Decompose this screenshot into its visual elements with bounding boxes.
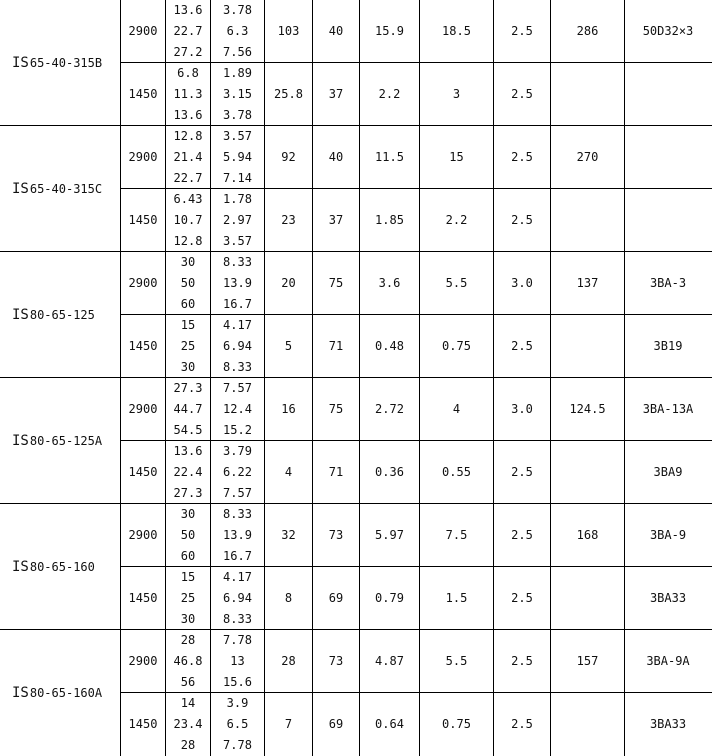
weight-cell: 124.5 [569, 401, 606, 416]
speed-cell: 1450 [128, 338, 158, 353]
model-cell [0, 252, 132, 378]
flow-m3h-cell [166, 630, 210, 692]
weight-cell [551, 567, 624, 629]
model-suffix: 80-65-160A [29, 685, 103, 700]
replaces-cell [625, 63, 711, 125]
head-cell: 16 [281, 401, 296, 416]
efficiency-cell: 69 [328, 590, 344, 605]
flow-value: 54.5 [173, 422, 203, 437]
motor-power-cell: 0.75 [442, 716, 471, 731]
speed-cell: 2900 [128, 653, 158, 668]
npsh-cell: 3.0 [511, 401, 533, 416]
flow-value: 50 [180, 527, 196, 542]
flow-value: 6.43 [173, 191, 203, 206]
flow-ls-cell [211, 63, 264, 125]
speed-cell: 2900 [128, 527, 158, 542]
npsh-cell: 2.5 [511, 653, 533, 668]
npsh-cell: 2.5 [511, 590, 533, 605]
model-prefix: IS [12, 180, 29, 197]
head-cell: 23 [281, 212, 296, 227]
replaces-cell [625, 189, 711, 251]
flow-value: 12.8 [173, 128, 203, 143]
flow-ls-cell [211, 693, 264, 755]
flow-value: 12.4 [223, 401, 252, 416]
speed-cell: 1450 [128, 590, 158, 605]
speed-cell: 2900 [128, 275, 158, 290]
model-prefix: IS [12, 432, 29, 449]
efficiency-cell: 37 [328, 86, 344, 101]
flow-value: 7.57 [223, 485, 252, 500]
model-suffix: 80-65-125A [29, 433, 103, 448]
flow-value: 27.3 [173, 380, 203, 395]
motor-power-cell: 18.5 [442, 23, 471, 38]
model-suffix: 80-65-125 [29, 307, 95, 322]
flow-value: 30 [180, 359, 196, 374]
shaft-power-cell: 2.2 [378, 86, 401, 101]
model-cell [0, 504, 132, 630]
flow-value: 22.7 [173, 170, 203, 185]
flow-value: 30 [180, 254, 196, 269]
flow-value: 14 [180, 695, 196, 710]
head-cell: 25.8 [274, 86, 303, 101]
shaft-power-cell: 0.79 [375, 590, 404, 605]
model-cell [0, 0, 132, 126]
flow-value: 3.78 [223, 107, 252, 122]
motor-power-cell: 5.5 [445, 653, 468, 668]
speed-cell: 1450 [128, 212, 158, 227]
flow-value: 13.9 [223, 527, 252, 542]
flow-m3h-cell [166, 63, 210, 125]
flow-value: 13 [230, 653, 245, 668]
efficiency-cell: 40 [328, 23, 344, 38]
flow-value: 28 [180, 632, 196, 647]
efficiency-cell: 73 [328, 653, 344, 668]
flow-value: 7.78 [223, 737, 252, 752]
flow-value: 1.89 [223, 65, 252, 80]
head-cell: 28 [281, 653, 296, 668]
flow-ls-cell [211, 441, 264, 503]
flow-value: 15 [180, 569, 196, 584]
flow-value: 7.57 [223, 380, 252, 395]
replaces-cell [625, 126, 711, 188]
flow-value: 6.94 [223, 590, 252, 605]
flow-value: 60 [180, 296, 196, 311]
flow-value: 10.7 [173, 212, 203, 227]
efficiency-cell: 40 [328, 149, 344, 164]
flow-value: 21.4 [173, 149, 203, 164]
efficiency-cell: 71 [328, 464, 344, 479]
flow-value: 44.7 [173, 401, 203, 416]
flow-value: 6.22 [223, 464, 252, 479]
weight-cell: 286 [576, 23, 599, 38]
motor-power-cell: 1.5 [445, 590, 468, 605]
head-cell: 5 [284, 338, 293, 353]
flow-value: 16.7 [223, 548, 252, 563]
efficiency-cell: 75 [328, 401, 344, 416]
head-cell: 8 [284, 590, 293, 605]
speed-cell: 1450 [128, 86, 158, 101]
weight-cell [551, 63, 624, 125]
model-cell [0, 630, 132, 756]
replaces-cell: 3BA-3 [649, 275, 687, 290]
flow-value: 13.6 [173, 107, 203, 122]
model-suffix: 80-65-160 [29, 559, 95, 574]
shaft-power-cell: 0.64 [375, 716, 404, 731]
flow-value: 13.6 [173, 443, 203, 458]
speed-cell: 1450 [128, 464, 158, 479]
weight-cell: 270 [576, 149, 599, 164]
flow-ls-cell [211, 504, 264, 566]
flow-ls-cell [211, 567, 264, 629]
npsh-cell: 2.5 [511, 716, 533, 731]
head-cell: 4 [284, 464, 293, 479]
npsh-cell: 2.5 [511, 527, 533, 542]
flow-m3h-cell [166, 252, 210, 314]
flow-value: 28 [180, 737, 196, 752]
flow-value: 15.2 [223, 422, 252, 437]
shaft-power-cell: 0.48 [375, 338, 404, 353]
flow-m3h-cell [166, 315, 210, 377]
flow-value: 8.33 [223, 254, 252, 269]
flow-value: 6.3 [226, 23, 249, 38]
flow-value: 15 [180, 317, 196, 332]
replaces-cell: 3BA33 [649, 716, 687, 731]
npsh-cell: 3.0 [511, 275, 533, 290]
flow-value: 27.2 [173, 44, 203, 59]
motor-power-cell: 4 [452, 401, 461, 416]
speed-cell: 2900 [128, 23, 158, 38]
flow-value: 25 [180, 338, 196, 353]
flow-ls-cell [211, 315, 264, 377]
shaft-power-cell: 0.36 [375, 464, 404, 479]
replaces-cell: 3BA9 [653, 464, 683, 479]
shaft-power-cell: 1.85 [375, 212, 404, 227]
replaces-cell: 3BA-9 [649, 527, 687, 542]
weight-cell: 157 [576, 653, 599, 668]
flow-value: 22.7 [173, 23, 203, 38]
speed-cell: 2900 [128, 149, 158, 164]
flow-value: 6.5 [226, 716, 249, 731]
weight-cell: 168 [576, 527, 599, 542]
head-cell: 20 [281, 275, 296, 290]
flow-ls-cell [211, 189, 264, 251]
efficiency-cell: 71 [328, 338, 344, 353]
head-cell: 92 [281, 149, 296, 164]
npsh-cell: 2.5 [511, 86, 533, 101]
flow-value: 8.33 [223, 611, 252, 626]
head-cell: 32 [281, 527, 296, 542]
flow-value: 8.33 [223, 359, 252, 374]
flow-value: 13.9 [223, 275, 252, 290]
flow-value: 3.9 [226, 695, 249, 710]
flow-ls-cell [211, 630, 264, 692]
speed-cell: 1450 [128, 716, 158, 731]
flow-m3h-cell [166, 567, 210, 629]
efficiency-cell: 75 [328, 275, 344, 290]
weight-cell: 137 [576, 275, 599, 290]
motor-power-cell: 3 [452, 86, 461, 101]
flow-value: 25 [180, 590, 196, 605]
shaft-power-cell: 5.97 [375, 527, 404, 542]
flow-value: 8.33 [223, 506, 252, 521]
flow-value: 13.6 [173, 2, 203, 17]
flow-value: 22.4 [173, 464, 203, 479]
flow-value: 2.97 [223, 212, 252, 227]
weight-cell [551, 693, 624, 755]
flow-value: 6.94 [223, 338, 252, 353]
shaft-power-cell: 4.87 [375, 653, 404, 668]
replaces-cell: 3BA-13A [642, 401, 694, 416]
flow-ls-cell [211, 378, 264, 440]
flow-value: 3.15 [223, 86, 252, 101]
model-cell [0, 378, 132, 504]
model-prefix: IS [12, 558, 29, 575]
replaces-cell: 3BA33 [649, 590, 687, 605]
flow-value: 27.3 [173, 485, 203, 500]
flow-value: 7.78 [223, 632, 252, 647]
head-cell: 103 [277, 23, 300, 38]
flow-m3h-cell [166, 441, 210, 503]
flow-value: 50 [180, 275, 196, 290]
flow-value: 60 [180, 548, 196, 563]
npsh-cell: 2.5 [511, 338, 533, 353]
flow-m3h-cell [166, 504, 210, 566]
flow-value: 11.3 [173, 86, 203, 101]
flow-value: 30 [180, 611, 196, 626]
flow-value: 7.14 [223, 170, 252, 185]
flow-value: 15.6 [223, 674, 252, 689]
flow-value: 3.57 [223, 128, 252, 143]
npsh-cell: 2.5 [511, 149, 533, 164]
model-suffix: 65-40-315B [29, 55, 103, 70]
flow-m3h-cell [166, 189, 210, 251]
flow-value: 5.94 [223, 149, 252, 164]
flow-value: 1.78 [223, 191, 252, 206]
flow-m3h-cell [166, 0, 210, 62]
replaces-cell: 3BA-9A [646, 653, 690, 668]
model-prefix: IS [12, 54, 29, 71]
flow-ls-cell [211, 126, 264, 188]
flow-value: 4.17 [223, 317, 252, 332]
motor-power-cell: 5.5 [445, 275, 468, 290]
weight-cell [551, 441, 624, 503]
efficiency-cell: 37 [328, 212, 344, 227]
flow-ls-cell [211, 0, 264, 62]
model-suffix: 65-40-315C [29, 181, 103, 196]
shaft-power-cell: 15.9 [375, 23, 404, 38]
flow-value: 6.8 [177, 65, 199, 80]
flow-value: 16.7 [223, 296, 252, 311]
flow-m3h-cell [166, 693, 210, 755]
model-cell [0, 126, 132, 252]
replaces-cell: 3B19 [653, 338, 683, 353]
weight-cell [551, 315, 624, 377]
motor-power-cell: 15 [449, 149, 464, 164]
model-prefix: IS [12, 684, 29, 701]
replaces-cell: 50D32×3 [642, 23, 694, 38]
head-cell: 7 [284, 716, 293, 731]
flow-value: 3.79 [223, 443, 252, 458]
motor-power-cell: 2.2 [445, 212, 468, 227]
weight-cell [551, 189, 624, 251]
npsh-cell: 2.5 [511, 464, 533, 479]
flow-value: 3.78 [223, 2, 252, 17]
efficiency-cell: 73 [328, 527, 344, 542]
flow-value: 3.57 [223, 233, 252, 248]
flow-m3h-cell [166, 378, 210, 440]
flow-value: 12.8 [173, 233, 203, 248]
npsh-cell: 2.5 [511, 23, 533, 38]
flow-value: 7.56 [223, 44, 252, 59]
motor-power-cell: 7.5 [445, 527, 468, 542]
flow-m3h-cell [166, 126, 210, 188]
shaft-power-cell: 11.5 [375, 149, 404, 164]
motor-power-cell: 0.75 [442, 338, 471, 353]
npsh-cell: 2.5 [511, 212, 533, 227]
flow-value: 4.17 [223, 569, 252, 584]
efficiency-cell: 69 [328, 716, 344, 731]
flow-value: 46.8 [173, 653, 203, 668]
flow-value: 30 [180, 506, 196, 521]
speed-cell: 2900 [128, 401, 158, 416]
shaft-power-cell: 3.6 [378, 275, 401, 290]
shaft-power-cell: 2.72 [375, 401, 404, 416]
motor-power-cell: 0.55 [442, 464, 471, 479]
flow-value: 56 [180, 674, 196, 689]
flow-ls-cell [211, 252, 264, 314]
model-prefix: IS [12, 306, 29, 323]
flow-value: 23.4 [173, 716, 203, 731]
